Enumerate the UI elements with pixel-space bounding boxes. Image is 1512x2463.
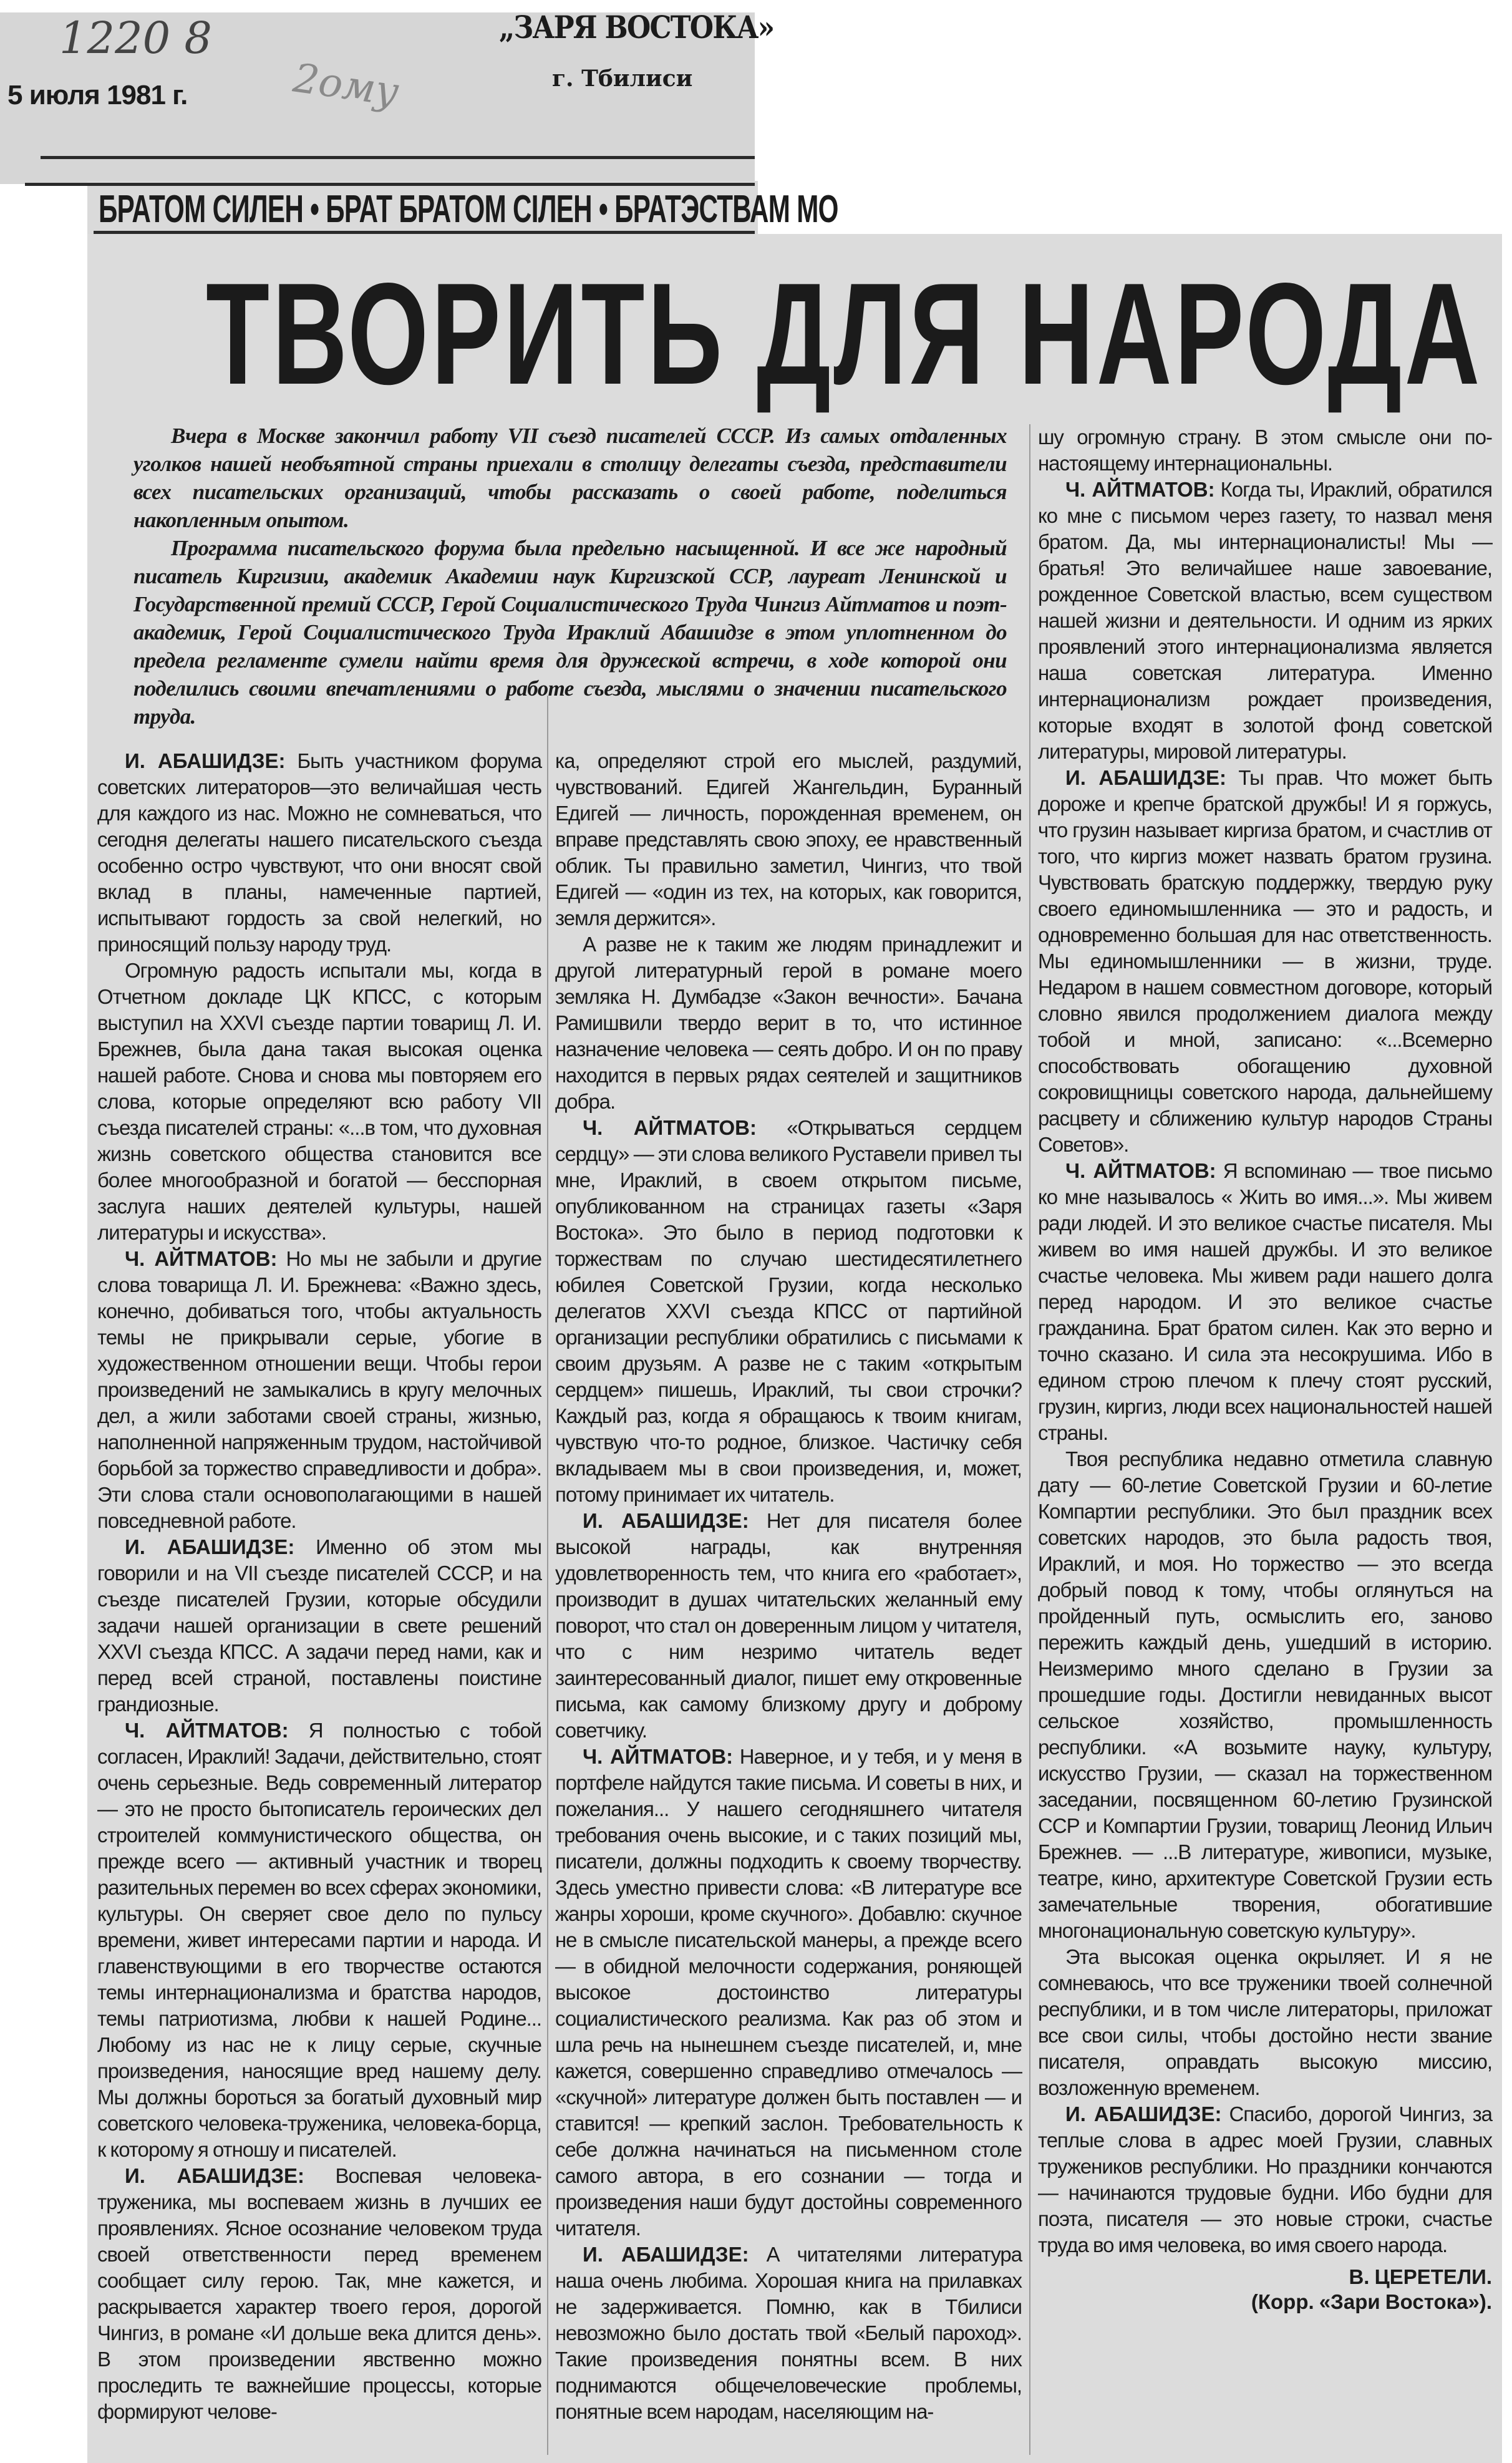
dialogue-paragraph: [1038, 477, 1492, 765]
newspaper-name: „ЗАРЯ ВОСТОКА»: [499, 9, 774, 46]
speaker-name: Ч. АЙТМАТОВ:: [125, 1247, 278, 1270]
article-column-2: [555, 748, 1022, 2425]
slogan-banner: БРАТОМ СИЛЕН • БРАТ БРАТОМ СІЛЕН • БРАТЭСТВАМ МО: [99, 188, 838, 231]
article-column-3: [1038, 424, 1492, 2315]
speaker-name: Ч. АЙТМАТОВ:: [583, 1116, 757, 1139]
speaker-name: Ч. АЙТМАТОВ:: [125, 1719, 289, 1742]
paragraph-text: Я полностью с тобой согласен, Ираклий! Задачи, действительно, стоят очень серьезные. Ведь современный литератор — это не просто бытописатель героических дел строителей коммунистического общества, он прежде всего — активный участник и творец разительных перемен во всех сферах экономики, культуры. Он сверяет свое дело по пульсу времени, живет интересами партии и народа. И главенствующими в его творчестве остаются темы интернационализма и братства народов, темы патриотизма, любви к нашей Родине... Любому из нас не к лицу серые, скучные произведения, наносящие вред нашему делу. Мы должны бороться за богатый духовный мир советского человека-труженика, человека-борца, к которому я отношу и писателей.: [97, 1719, 542, 2161]
paragraph-text: шу огромную страну. В этом смысле они по-настоящему интернациональны.: [1038, 425, 1492, 475]
paragraph-text: Я вспоминаю — твое письмо ко мне называлось « Жить во имя...». Мы живем ради людей. И это великое счастье писателя. Мы живем во имя нашей дружбы. И это великое счастье человека. Мы живем ради нашего долга перед народом. И это великое счастье гражданина. Брат братом силен. Как это верно и точно сказано. И сила эта несокрушима. Ибо в едином строю плечом к плечу стоят русский, грузин, киргиз, люди всех национальностей нашей страны.: [1038, 1159, 1492, 1444]
article-column-1: [97, 748, 541, 2425]
newspaper-city: г. Тбилиси: [552, 66, 693, 92]
dialogue-paragraph: [555, 1744, 1022, 2242]
dialogue-paragraph: [555, 748, 1022, 931]
paragraph-text: Именно об этом мы говорили и на VII съезде писателей СССР, и на съезде писателей Грузии, которые обсудили задачи нашей организации в свете решений XXVI съезда КПСС. А задачи перед нами, как и перед всей страной, поставлены поистине грандиозные.: [97, 1535, 541, 1716]
divider: [25, 183, 755, 186]
paragraph-text: А читателями литература наша очень любима. Хорошая книга на прилавках не задерживается. Помню, как в Тбилиси невозможно было достать твой «Белый пароход». Такие произведения понятны всем. В них поднимаются общечеловеческие проблемы, понятные всем народам, населяющим на-: [555, 2243, 1022, 2423]
dialogue-paragraph: [1038, 1158, 1492, 1446]
dialogue-paragraph: [97, 958, 541, 1246]
dialogue-paragraph: [1038, 1944, 1492, 2101]
dialogue-paragraph: [555, 2242, 1022, 2425]
article-lead: [133, 422, 1007, 731]
paragraph-text: Твоя республика недавно отметила славную дату — 60-летие Советской Грузии и 60-летие Компартии республики. Это был праздник всех советских народов, это была радость твоя, Ираклий, и моя. Но торжество — это всегда добрый повод к тому, чтобы оглянуться на пройденный путь, осмыслить его, заново пережить каждый день, ушедший в историю. Неизмеримо много сделано в Грузии за прошедшие годы. Достигли невиданных высот сельское хозяйство, промышленность республики. «А возьмите науку, культуру, искусство Грузии, — сказал на торжественном заседании, посвященном 60-летию Грузинской ССР и Компартии Грузии, товарищ Леонид Ильич Брежнев. — ...В литературе, живописи, музыке, театре, кино, архитектуре Советской Грузии есть замечательные творения, обогатившие многонациональную советскую культуру».: [1038, 1447, 1492, 1942]
paragraph-text: Быть участником форума советских литераторов—это величайшая честь для каждого из нас. Можно не сомневаться, что сегодня делегаты нашего писательского съезда особенно остро чувствуют, что они вносят свой вклад в планы, намеченные партией, испытывают гордость за свой нелегкий, но приносящий пользу народу труд.: [97, 749, 541, 956]
dialogue-paragraph: [97, 748, 541, 958]
article-title: ТВОРИТЬ ДЛЯ НАРОДА: [206, 253, 1483, 415]
dialogue-paragraph: [555, 931, 1022, 1115]
dialogue-paragraph: [555, 1508, 1022, 1744]
speaker-name: И. АБАШИДЗЕ:: [1065, 766, 1226, 789]
paragraph-text: Когда ты, Ираклий, обратился ко мне с письмом через газету, то назвал меня братом. Да, мы интернационалисты! Мы — братья! Это величайшее наше завоевание, рожденное Советской властью, всем существом нашей жизни и деятельности. И одним из ярких проявлений этого интернационализма является наша советская литература. Именно интернационализм рождает произведения, которые входят в золотой фонд советской литературы, мировой литературы.: [1038, 478, 1493, 763]
speaker-name: И. АБАШИДЗЕ:: [125, 2164, 304, 2187]
dialogue-paragraph: [97, 1717, 541, 2163]
paragraph-text: Ты прав. Что может быть дороже и крепче братской дружбы! И я горжусь, что грузин называет киргиза братом, и счастлив от того, что киргиз может назвать братом грузина. Чувствовать братскую поддержку, твердую руку своего единомышленника — это и радость, и одновременно большая для нас ответственность. Мы единомышленники — в жизни, труде. Недаром в нашем совместном договоре, который словно явился продолжением диалога между тобой и мной, записано: «...Всемерно способствовать обогащению духовной сокровищницы советского народа, дальнейшему расцвету и сближению культур народов Страны Советов».: [1038, 766, 1492, 1156]
dialogue-paragraph: [1038, 424, 1492, 477]
article-left-block: [97, 422, 1022, 2425]
dialogue-paragraph: [97, 1534, 541, 1717]
dialogue-paragraph: [97, 2163, 541, 2425]
speaker-name: И. АБАШИДЗЕ:: [1065, 2102, 1222, 2125]
divider: [41, 156, 755, 159]
dialogue-paragraph: [97, 1246, 541, 1534]
author-affiliation: (Корр. «Зари Востока»).: [1251, 2290, 1492, 2313]
paragraph-text: Воспевая человека-труженика, мы воспеваем жизнь в лучших ее проявлениях. Ясное осознание человеком труда своей ответственности перед временем сообщает силу герою. Так, мне кажется, и раскрывается характер твоего героя, дорогой Чингиз, в романе «И дольше века длится день». В этом произведении явственно можно проследить те важнейшие процессы, которые формируют челове-: [97, 2164, 541, 2423]
publication-date: 5 июля 1981 г.: [7, 80, 188, 110]
dialogue-paragraph: [1038, 1446, 1492, 1944]
dialogue-paragraph: [555, 1115, 1022, 1508]
lead-paragraph: Программа писательского форума была предельно насыщенной. И все же народный писатель Киргизии, академик Академии наук Киргизской ССР, лауреат Ленинской и Государственной премий СССР, Герой Социалистического Труда Чингиз Айтматов и поэт-академик, Герой Социалистического Труда Ираклий Абашидзе в этом уплотненном до предела регламенте сумели найти время для дружеской встречи, в ходе которой они поделились своими впечатлениями о работе съезда, мыслями о значении писательского труда.: [133, 536, 1007, 729]
byline: [1038, 2265, 1492, 2315]
dialogue-paragraph: [1038, 765, 1492, 1158]
paragraph-text: Но мы не забыли и другие слова товарища Л. И. Брежнева: «Важно здесь, конечно, добиваться того, чтобы актуальность темы не прикрывали серые, убогие в художественном отношении вещи. Чтобы герои произведений не замыкались в кругу мелочных дел, а жили заботами своей страны, жизнью, наполненной напряженным трудом, настойчивой борьбой за торжество справедливости и добра». Эти слова стали основополагающими в нашей повседневной работе.: [97, 1247, 542, 1532]
paragraph-text: А разве не к таким же людям принадлежит и другой литературный герой в романе моего земляка Н. Думбадзе «Закон вечности». Бачана Рамишвили твердо верит в то, что истинное назначение человека — сеять добро. И он по праву находится в первых рядах сеятелей и защитников добра.: [555, 933, 1022, 1113]
paragraph-text: Эта высокая оценка окрыляет. И я не сомневаюсь, что все труженики твоей солнечной республики, и в том числе литераторы, приложат все свои силы, чтобы достойно нести звание писателя, оправдать высокую миссию, возложенную временем.: [1038, 1945, 1492, 2099]
handwritten-note: 1220 8: [59, 12, 212, 64]
speaker-name: Ч. АЙТМАТОВ:: [583, 1745, 734, 1768]
speaker-name: И. АБАШИДЗЕ:: [125, 1535, 295, 1558]
speaker-name: И. АБАШИДЗЕ:: [583, 2243, 749, 2266]
handwritten-note: 2ому: [290, 55, 402, 116]
author-name: В. ЦЕРЕТЕЛИ.: [1349, 2265, 1492, 2288]
speaker-name: Ч. АЙТМАТОВ:: [1065, 478, 1215, 501]
paragraph-text: Огромную радость испытали мы, когда в Отчетном докладе ЦК КПСС, с которым выступил на XXVI съезде партии товарищ Л. И. Брежнев, была дана такая высокая оценка нашей работе. Снова и снова мы повторяем его слова, которые определяют всю работу VII съезда писателей страны: «...в том, что духовная жизнь советского общества становится все более многообразной и богатой — бесспорная заслуга наших деятелей культуры, нашей литературы и искусства».: [97, 959, 541, 1244]
speaker-name: И. АБАШИДЗЕ:: [125, 749, 286, 772]
paragraph-text: Спасибо, дорогой Чингиз, за теплые слова в адрес моей Грузии, славных тружеников республики. Но праздники кончаются — начинаются трудовые будни. Ибо будни для поэта, писателя — это новые строки, счастье труда во имя человека, во имя своего народа.: [1038, 2102, 1492, 2257]
paragraph-text: Наверное, и у тебя, и у меня в портфеле найдутся такие письма. И советы в них, и пожелания... У нашего сегодняшнего читателя требования очень высокие, и с таких позиций мы, писатели, должны подходить к своему творчеству. Здесь уместно привести слова: «В литературе все жанры хороши, кроме скучного». Добавлю: скучное не в смысле писательской манеры, а прежде всего — в обидной мелочности содержания, роняющей высокое достоинство литературы социалистического реализма. Как раз об этом и шла речь на нынешнем съезде писателей, и, мне кажется, совершенно справедливо отмечалось — «скучной» литературе должен быть поставлен — и ставится! — крепкий заслон. Требовательность к себе должна начинаться на письменном столе самого автора, в его сознании — тогда и произведения наши будут достойны современного читателя.: [555, 1745, 1022, 2240]
column-divider: [1029, 424, 1030, 2455]
speaker-name: И. АБАШИДЗЕ:: [583, 1509, 749, 1532]
lead-paragraph: Вчера в Москве закончил работу VII съезд писателей СССР. Из самых отдаленных уголков нашей необъятной страны приехали в столицу делегаты съезда, представители всех писательских организаций, чтобы рассказать о своей работе, поделиться накопленным опытом.: [133, 424, 1007, 532]
speaker-name: Ч. АЙТМАТОВ:: [1065, 1159, 1216, 1182]
dialogue-paragraph: [1038, 2101, 1492, 2258]
paragraph-text: «Открываться сердцем сердцу» — эти слова великого Руставели привел ты мне, Ираклий, в своем открытом письме, опубликованном на страницах газеты «Заря Востока». Это было в период подготовки к торжествам по случаю шестидесятилетнего юбилея Советской Грузии, когда несколько делегатов XXVI съезда КПСС от партийной организации республики обратились с письмами к своим друзьям. А разве не с таким «открытым сердцем» пишешь, Ираклий, ты свои строчки? Каждый раз, когда я обращаюсь к твоим книгам, чувствую что-то родное, близкое. Частичку себя вкладываем мы в свои произведения, и, может, потому принимает их читатель.: [555, 1116, 1022, 1506]
article-columns: [97, 748, 1022, 2425]
paragraph-text: Нет для писателя более высокой награды, как внутренняя удовлетворенность тем, что книга его «работает», производит в душах читательских желанный ему поворот, что стал он доверенным лицом у читателя, что с ним незримо читатель ведет заинтересованный диалог, пишет ему откровенные письма, как самому близкому другу и доброму советчику.: [555, 1509, 1022, 1742]
paragraph-text: ка, определяют строй его мыслей, раздумий, чувствований. Едигей Жангельдин, Буранный Едигей — личность, порожденная временем, он вправе представлять свою эпоху, ее нравственный облик. Ты правильно заметил, Чингиз, что твой Едигей — «один из тех, на которых, как говорится, земля держится».: [555, 749, 1022, 930]
